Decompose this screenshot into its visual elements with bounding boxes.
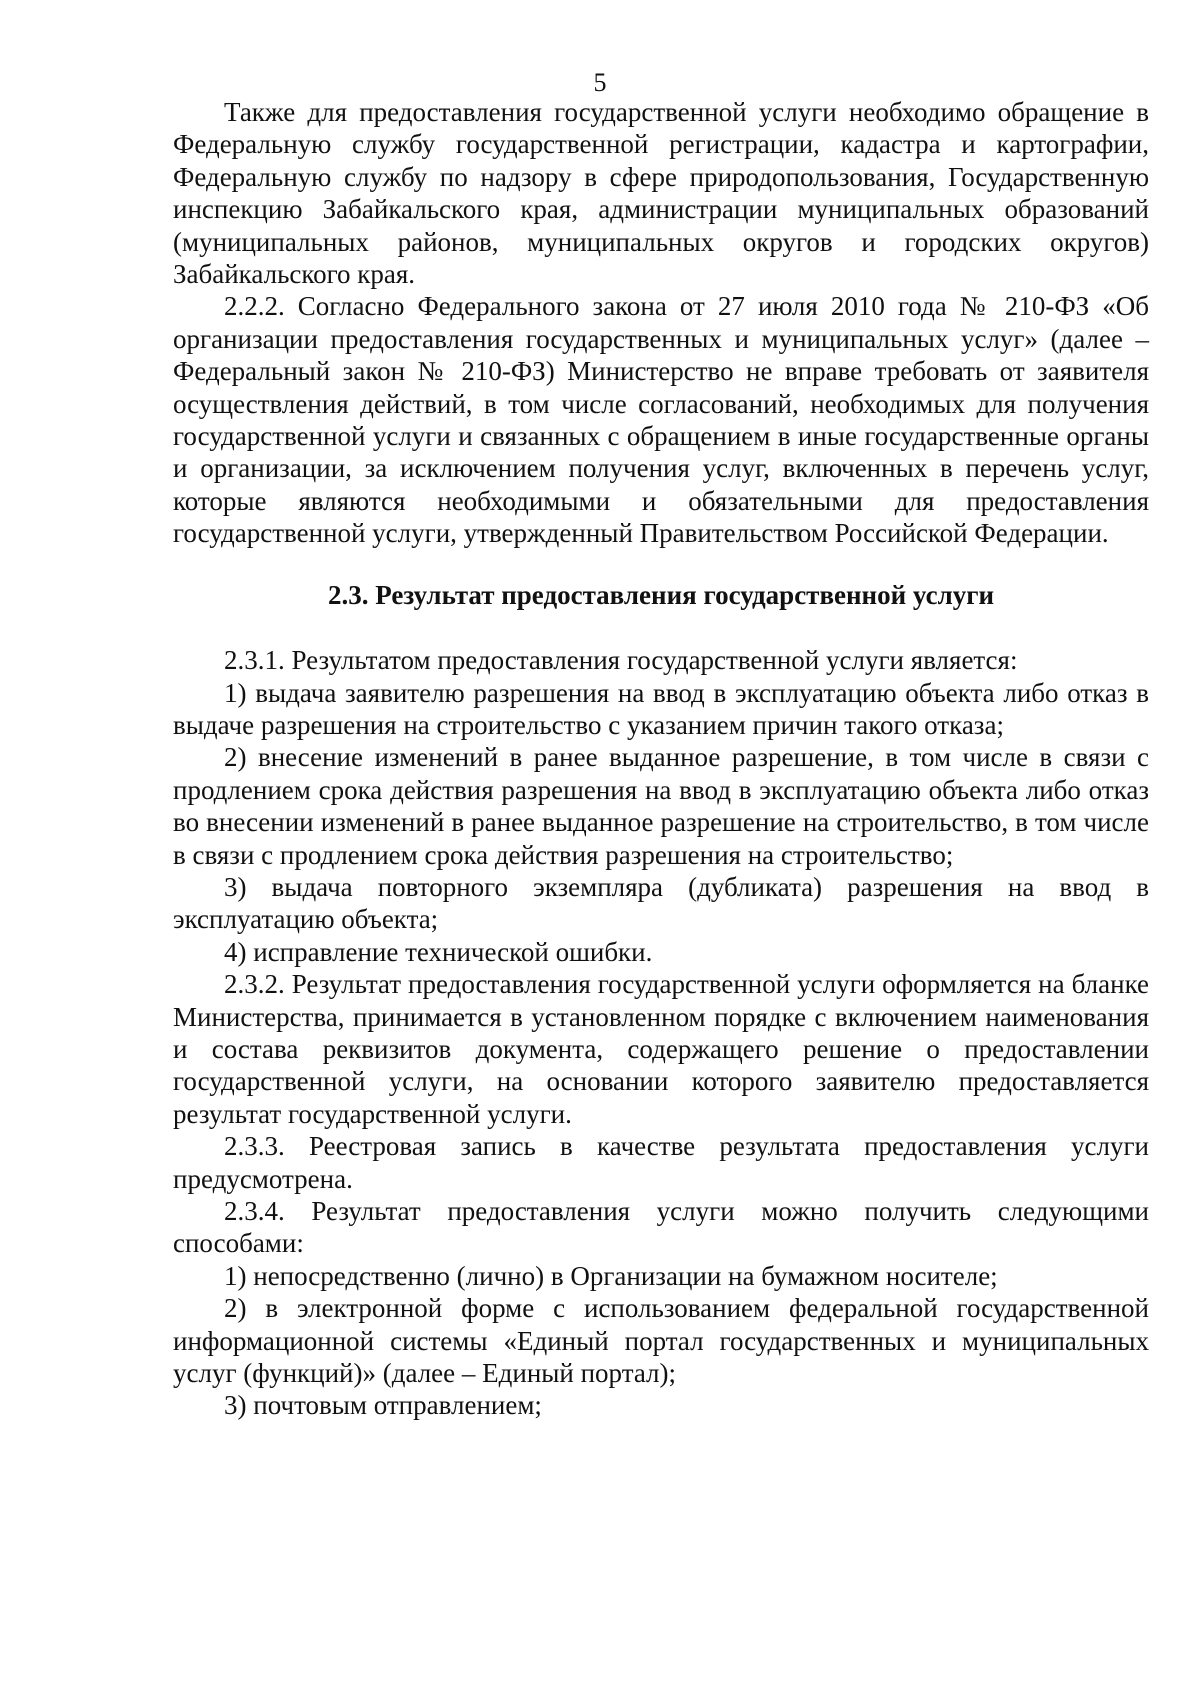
- document-body: [173, 96, 1149, 1422]
- paragraph-2-3-3: 2.3.3. Реестровая запись в качестве результата предоставления услуги предусмотрена.: [173, 1131, 1149, 1194]
- method-item-1-in-person: 1) непосредственно (лично) в Организации на бумажном носителе;: [224, 1260, 998, 1291]
- paragraph-additional-agencies: Также для предоставления государственной услуги необходимо обращение в Федеральную службу государственной регистрации, кадастра и картографии, Федеральную службу по надзору в сфере природопользования, Государственную инспекцию Забайкальского края, администрации муниципальных образований (муниципальных районов, муниципальных округов и городских округов) Забайкальского края.: [173, 97, 1149, 290]
- page-number: 5: [593, 68, 607, 97]
- paragraph-2-3-4: 2.3.4. Результат предоставления услуги можно получить следующими способами:: [173, 1196, 1149, 1259]
- method-item-3-mail: 3) почтовым отправлением;: [224, 1390, 542, 1421]
- list-item-4-error-fix: 4) исправление технической ошибки.: [224, 936, 653, 967]
- method-item-2-electronic: 2) в электронной форме с использованием федеральной государственной информационной системы «Единый портал государственных и муниципальных услуг (функций)» (далее – Единый портал);: [173, 1293, 1149, 1389]
- paragraph-2-2-2: 2.2.2. Согласно Федерального закона от 27 июля 2010 года № 210-ФЗ «Об организации предоставления государственных и муниципальных услуг» (далее – Федеральный закон № 210-ФЗ) Министерство не вправе требовать от заявителя осуществления действий, в том числе согласований, необходимых для получения государственной услуги и связанных с обращением в иные государственные органы и организации, за исключением получения услуг, включенных в перечень услуг, которые являются необходимыми и обязательными для предоставления государственной услуги, утвержденный Правительством Российской Федерации.: [173, 291, 1149, 549]
- list-item-3-duplicate: 3) выдача повторного экземпляра (дубликата) разрешения на ввод в эксплуатацию объекта;: [173, 871, 1149, 935]
- paragraph-2-3-1: 2.3.1. Результатом предоставления государственной услуги является:: [224, 645, 1018, 676]
- section-heading-2-3: 2.3. Результат предоставления государственной услуги: [327, 579, 995, 610]
- list-item-1-permit-issue: 1) выдача заявителю разрешения на ввод в эксплуатацию объекта либо отказ в выдаче разрешения на строительство с указанием причин такого отказа;: [173, 677, 1149, 740]
- section-heading-wrapper: [173, 550, 1149, 644]
- paragraph-2-3-2: 2.3.2. Результат предоставления государственной услуги оформляется на бланке Министерства, принимается в установленном порядке с включением наименования и состава реквизитов документа, содержащего решение о предоставлении государственной услуги, на основании которого заявителю предоставляется результат государственной услуги.: [173, 969, 1149, 1129]
- list-item-2-permit-changes: 2) внесение изменений в ранее выданное разрешение, в том числе в связи с продлением срока действия разрешения на ввод в эксплуатацию объекта либо отказ во внесении изменений в ранее выданное разрешение на строительство, в том числе в связи с продлением срока действия разрешения на строительство;: [173, 742, 1149, 870]
